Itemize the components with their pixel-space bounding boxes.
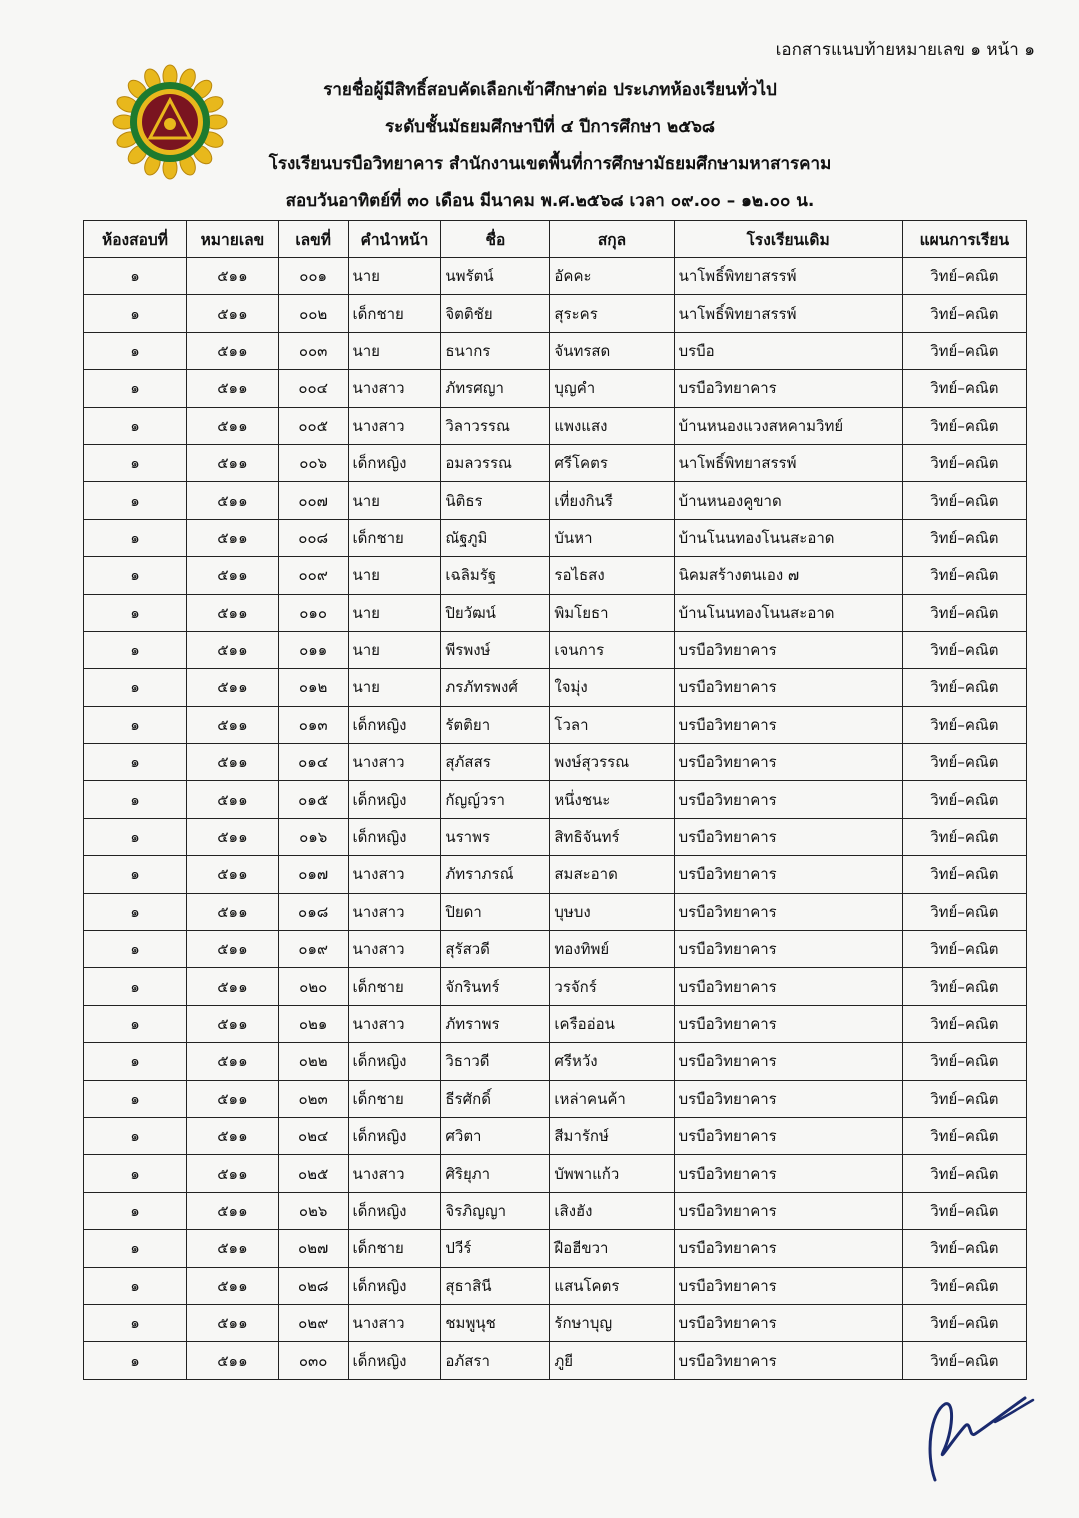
seat-number-cell: ๐๑๗: [278, 856, 348, 893]
column-header: หมายเลข: [186, 221, 278, 258]
exam-room-cell: ๑: [84, 706, 187, 743]
exam-room-cell: ๑: [84, 818, 187, 855]
seat-number-cell: ๐๑๓: [278, 706, 348, 743]
title-cell: เด็กชาย: [348, 1080, 441, 1117]
former-school-cell: บรบือวิทยาคาร: [674, 1192, 902, 1229]
former-school-cell: บ้านหนองแวงสหคามวิทย์: [674, 407, 902, 444]
first-name-cell: ธีรศักดิ์: [441, 1080, 550, 1117]
last-name-cell: พงษ์สุวรรณ: [550, 744, 674, 781]
last-name-cell: สิทธิจันทร์: [550, 818, 674, 855]
exam-code-cell: ๕๑๑: [186, 744, 278, 781]
heading-line-3: โรงเรียนบรบือวิทยาคาร สำนักงานเขตพื้นที่การศึกษามัธยมศึกษามหาสารคาม: [268, 154, 832, 174]
study-plan-cell: วิทย์–คณิต: [902, 1230, 1026, 1267]
last-name-cell: รอไธสง: [550, 557, 674, 594]
table-row: [84, 968, 1027, 1005]
former-school-cell: บรบือวิทยาคาร: [674, 931, 902, 968]
exam-room-cell: ๑: [84, 332, 187, 369]
first-name-cell: ปิยวัฒน์: [441, 594, 550, 631]
title-cell: นาย: [348, 594, 441, 631]
study-plan-cell: วิทย์–คณิต: [902, 1342, 1026, 1379]
last-name-cell: ภูยี: [550, 1342, 674, 1379]
exam-room-cell: ๑: [84, 856, 187, 893]
exam-room-cell: ๑: [84, 1304, 187, 1341]
first-name-cell: อภัสรา: [441, 1342, 550, 1379]
exam-room-cell: ๑: [84, 295, 187, 332]
exam-room-cell: ๑: [84, 1080, 187, 1117]
first-name-cell: นิติธร: [441, 482, 550, 519]
study-plan-cell: วิทย์–คณิต: [902, 744, 1026, 781]
exam-code-cell: ๕๑๑: [186, 1005, 278, 1042]
last-name-cell: บุษบง: [550, 893, 674, 930]
seat-number-cell: ๐๒๙: [278, 1304, 348, 1341]
first-name-cell: จักรินทร์: [441, 968, 550, 1005]
seat-number-cell: ๐๐๗: [278, 482, 348, 519]
table-row: [84, 893, 1027, 930]
exam-code-cell: ๕๑๑: [186, 1043, 278, 1080]
former-school-cell: บรบือวิทยาคาร: [674, 744, 902, 781]
table-row: [84, 1155, 1027, 1192]
exam-room-cell: ๑: [84, 931, 187, 968]
table-row: [84, 407, 1027, 444]
heading-line-1: รายชื่อผู้มีสิทธิ์สอบคัดเลือกเข้าศึกษาต่อ ประเภทห้องเรียนทั่วไป: [323, 80, 777, 100]
exam-code-cell: ๕๑๑: [186, 968, 278, 1005]
last-name-cell: อัคคะ: [550, 258, 674, 295]
first-name-cell: นราพร: [441, 818, 550, 855]
table-row: [84, 856, 1027, 893]
seat-number-cell: ๐๐๙: [278, 557, 348, 594]
title-cell: เด็กหญิง: [348, 1342, 441, 1379]
study-plan-cell: วิทย์–คณิต: [902, 818, 1026, 855]
column-header: ห้องสอบที่: [84, 221, 187, 258]
exam-room-cell: ๑: [84, 1192, 187, 1229]
title-cell: เด็กชาย: [348, 968, 441, 1005]
first-name-cell: ชมพูนุช: [441, 1304, 550, 1341]
exam-code-cell: ๕๑๑: [186, 893, 278, 930]
former-school-cell: บรบือวิทยาคาร: [674, 893, 902, 930]
study-plan-cell: วิทย์–คณิต: [902, 706, 1026, 743]
title-cell: นาย: [348, 258, 441, 295]
last-name-cell: เที่ยงกินรี: [550, 482, 674, 519]
first-name-cell: พีรพงษ์: [441, 631, 550, 668]
last-name-cell: ทองทิพย์: [550, 931, 674, 968]
first-name-cell: นพรัตน์: [441, 258, 550, 295]
title-cell: เด็กหญิง: [348, 1043, 441, 1080]
exam-code-cell: ๕๑๑: [186, 781, 278, 818]
former-school-cell: บรบือวิทยาคาร: [674, 1080, 902, 1117]
study-plan-cell: วิทย์–คณิต: [902, 631, 1026, 668]
last-name-cell: ศรีโคตร: [550, 444, 674, 481]
first-name-cell: สุธาสินี: [441, 1267, 550, 1304]
first-name-cell: เฉลิมรัฐ: [441, 557, 550, 594]
former-school-cell: บ้านหนองคูขาด: [674, 482, 902, 519]
study-plan-cell: วิทย์–คณิต: [902, 295, 1026, 332]
study-plan-cell: วิทย์–คณิต: [902, 856, 1026, 893]
former-school-cell: บรบือวิทยาคาร: [674, 1005, 902, 1042]
seat-number-cell: ๐๑๖: [278, 818, 348, 855]
study-plan-cell: วิทย์–คณิต: [902, 1080, 1026, 1117]
last-name-cell: บันหา: [550, 519, 674, 556]
title-cell: นางสาว: [348, 1005, 441, 1042]
exam-code-cell: ๕๑๑: [186, 1155, 278, 1192]
exam-room-cell: ๑: [84, 370, 187, 407]
seat-number-cell: ๐๑๐: [278, 594, 348, 631]
last-name-cell: เจนการ: [550, 631, 674, 668]
last-name-cell: พิมโยธา: [550, 594, 674, 631]
title-cell: เด็กหญิง: [348, 1117, 441, 1154]
former-school-cell: นิคมสร้างตนเอง ๗: [674, 557, 902, 594]
signature-icon: [895, 1382, 1045, 1492]
title-cell: นางสาว: [348, 370, 441, 407]
exam-code-cell: ๕๑๑: [186, 482, 278, 519]
seat-number-cell: ๐๐๑: [278, 258, 348, 295]
first-name-cell: วิธาวดี: [441, 1043, 550, 1080]
exam-room-cell: ๑: [84, 444, 187, 481]
exam-room-cell: ๑: [84, 893, 187, 930]
exam-code-cell: ๕๑๑: [186, 1267, 278, 1304]
table-row: [84, 1267, 1027, 1304]
exam-code-cell: ๕๑๑: [186, 370, 278, 407]
first-name-cell: ปวีร์: [441, 1230, 550, 1267]
former-school-cell: บรบือวิทยาคาร: [674, 370, 902, 407]
exam-room-cell: ๑: [84, 669, 187, 706]
table-row: [84, 370, 1027, 407]
former-school-cell: บรบือ: [674, 332, 902, 369]
seat-number-cell: ๐๑๑: [278, 631, 348, 668]
title-cell: เด็กหญิง: [348, 706, 441, 743]
study-plan-cell: วิทย์–คณิต: [902, 519, 1026, 556]
exam-room-cell: ๑: [84, 557, 187, 594]
former-school-cell: บรบือวิทยาคาร: [674, 669, 902, 706]
exam-code-cell: ๕๑๑: [186, 1304, 278, 1341]
first-name-cell: ภัทราภรณ์: [441, 856, 550, 893]
exam-code-cell: ๕๑๑: [186, 258, 278, 295]
column-header: เลขที่: [278, 221, 348, 258]
study-plan-cell: วิทย์–คณิต: [902, 669, 1026, 706]
table-row: [84, 519, 1027, 556]
study-plan-cell: วิทย์–คณิต: [902, 594, 1026, 631]
column-header: ชื่อ: [441, 221, 550, 258]
former-school-cell: บรบือวิทยาคาร: [674, 1155, 902, 1192]
last-name-cell: วรจักร์: [550, 968, 674, 1005]
former-school-cell: บรบือวิทยาคาร: [674, 1304, 902, 1341]
title-cell: เด็กหญิง: [348, 818, 441, 855]
title-cell: เด็กหญิง: [348, 444, 441, 481]
first-name-cell: วิลาวรรณ: [441, 407, 550, 444]
first-name-cell: ภรภัทรพงศ์: [441, 669, 550, 706]
study-plan-cell: วิทย์–คณิต: [902, 557, 1026, 594]
exam-code-cell: ๕๑๑: [186, 1230, 278, 1267]
study-plan-cell: วิทย์–คณิต: [902, 931, 1026, 968]
exam-code-cell: ๕๑๑: [186, 332, 278, 369]
study-plan-cell: วิทย์–คณิต: [902, 444, 1026, 481]
former-school-cell: นาโพธิ์พิทยาสรรพ์: [674, 258, 902, 295]
last-name-cell: สมสะอาด: [550, 856, 674, 893]
title-cell: เด็กหญิง: [348, 1192, 441, 1229]
school-emblem-icon: [112, 64, 228, 180]
column-header: แผนการเรียน: [902, 221, 1026, 258]
first-name-cell: กัญญ์วรา: [441, 781, 550, 818]
title-cell: นางสาว: [348, 1304, 441, 1341]
table-row: [84, 631, 1027, 668]
former-school-cell: บรบือวิทยาคาร: [674, 818, 902, 855]
former-school-cell: บรบือวิทยาคาร: [674, 631, 902, 668]
former-school-cell: บรบือวิทยาคาร: [674, 706, 902, 743]
former-school-cell: บรบือวิทยาคาร: [674, 1230, 902, 1267]
page-reference: เอกสารแนบท้ายหมายเลข ๑ หน้า ๑: [775, 40, 1035, 60]
seat-number-cell: ๐๒๕: [278, 1155, 348, 1192]
table-row: [84, 781, 1027, 818]
former-school-cell: บรบือวิทยาคาร: [674, 1043, 902, 1080]
last-name-cell: บัพพาแก้ว: [550, 1155, 674, 1192]
heading-line-2: ระดับชั้นมัธยมศึกษาปีที่ ๔ ปีการศึกษา ๒๕๖๘: [384, 117, 716, 137]
seat-number-cell: ๐๐๓: [278, 332, 348, 369]
first-name-cell: อมลวรรณ: [441, 444, 550, 481]
last-name-cell: บุญคำ: [550, 370, 674, 407]
title-cell: นาย: [348, 669, 441, 706]
exam-room-cell: ๑: [84, 631, 187, 668]
study-plan-cell: วิทย์–คณิต: [902, 1304, 1026, 1341]
table-row: [84, 744, 1027, 781]
table-row: [84, 1342, 1027, 1379]
former-school-cell: บรบือวิทยาคาร: [674, 1342, 902, 1379]
study-plan-cell: วิทย์–คณิต: [902, 482, 1026, 519]
title-cell: นางสาว: [348, 856, 441, 893]
heading-line-4: สอบวันอาทิตย์ที่ ๓๐ เดือน มีนาคม พ.ศ.๒๕๖๘ เวลา ๐๙.๐๐ – ๑๒.๐๐ น.: [285, 191, 815, 211]
title-cell: นาย: [348, 332, 441, 369]
exam-room-cell: ๑: [84, 1342, 187, 1379]
former-school-cell: บ้านโนนทองโนนสะอาด: [674, 594, 902, 631]
exam-code-cell: ๕๑๑: [186, 295, 278, 332]
last-name-cell: เสิงฮัง: [550, 1192, 674, 1229]
study-plan-cell: วิทย์–คณิต: [902, 968, 1026, 1005]
study-plan-cell: วิทย์–คณิต: [902, 1267, 1026, 1304]
table-row: [84, 1080, 1027, 1117]
table-row: [84, 594, 1027, 631]
last-name-cell: ใจมุ่ง: [550, 669, 674, 706]
last-name-cell: ศรีหวัง: [550, 1043, 674, 1080]
last-name-cell: ฝือฮีขวา: [550, 1230, 674, 1267]
seat-number-cell: ๐๒๒: [278, 1043, 348, 1080]
exam-room-cell: ๑: [84, 1043, 187, 1080]
former-school-cell: บ้านโนนทองโนนสะอาด: [674, 519, 902, 556]
exam-code-cell: ๕๑๑: [186, 1192, 278, 1229]
former-school-cell: บรบือวิทยาคาร: [674, 1117, 902, 1154]
exam-code-cell: ๕๑๑: [186, 818, 278, 855]
first-name-cell: ณัฐภูมิ: [441, 519, 550, 556]
table-row: [84, 931, 1027, 968]
table-row: [84, 557, 1027, 594]
title-cell: นางสาว: [348, 407, 441, 444]
exam-code-cell: ๕๑๑: [186, 519, 278, 556]
title-cell: นาย: [348, 557, 441, 594]
study-plan-cell: วิทย์–คณิต: [902, 258, 1026, 295]
table-row: [84, 818, 1027, 855]
seat-number-cell: ๐๒๔: [278, 1117, 348, 1154]
former-school-cell: บรบือวิทยาคาร: [674, 1267, 902, 1304]
first-name-cell: ธนากร: [441, 332, 550, 369]
study-plan-cell: วิทย์–คณิต: [902, 332, 1026, 369]
seat-number-cell: ๐๐๔: [278, 370, 348, 407]
column-header: คำนำหน้า: [348, 221, 441, 258]
exam-room-cell: ๑: [84, 744, 187, 781]
first-name-cell: ศิริยุภา: [441, 1155, 550, 1192]
exam-room-cell: ๑: [84, 1117, 187, 1154]
exam-room-cell: ๑: [84, 1267, 187, 1304]
exam-code-cell: ๕๑๑: [186, 631, 278, 668]
seat-number-cell: ๐๒๑: [278, 1005, 348, 1042]
seat-number-cell: ๐๑๒: [278, 669, 348, 706]
seat-number-cell: ๐๑๙: [278, 931, 348, 968]
table-row: [84, 295, 1027, 332]
exam-room-cell: ๑: [84, 1230, 187, 1267]
exam-room-cell: ๑: [84, 407, 187, 444]
exam-code-cell: ๕๑๑: [186, 931, 278, 968]
table-body: [84, 258, 1027, 1380]
exam-room-cell: ๑: [84, 781, 187, 818]
exam-room-cell: ๑: [84, 482, 187, 519]
exam-room-cell: ๑: [84, 1005, 187, 1042]
study-plan-cell: วิทย์–คณิต: [902, 1043, 1026, 1080]
exam-code-cell: ๕๑๑: [186, 706, 278, 743]
seat-number-cell: ๐๒๓: [278, 1080, 348, 1117]
last-name-cell: แสนโคตร: [550, 1267, 674, 1304]
table-row: [84, 444, 1027, 481]
first-name-cell: จิตติชัย: [441, 295, 550, 332]
title-cell: นางสาว: [348, 893, 441, 930]
title-cell: นาย: [348, 482, 441, 519]
exam-code-cell: ๕๑๑: [186, 594, 278, 631]
title-cell: นางสาว: [348, 744, 441, 781]
first-name-cell: จิรภิญญา: [441, 1192, 550, 1229]
last-name-cell: หนึ่งชนะ: [550, 781, 674, 818]
last-name-cell: โวลา: [550, 706, 674, 743]
former-school-cell: บรบือวิทยาคาร: [674, 856, 902, 893]
table-header-row: [84, 221, 1027, 258]
title-cell: นาย: [348, 631, 441, 668]
exam-room-cell: ๑: [84, 594, 187, 631]
exam-code-cell: ๕๑๑: [186, 1342, 278, 1379]
first-name-cell: สุรัสวดี: [441, 931, 550, 968]
exam-code-cell: ๕๑๑: [186, 557, 278, 594]
first-name-cell: สุภัสสร: [441, 744, 550, 781]
exam-room-cell: ๑: [84, 1155, 187, 1192]
first-name-cell: ศวิตา: [441, 1117, 550, 1154]
title-cell: นางสาว: [348, 931, 441, 968]
exam-code-cell: ๕๑๑: [186, 1117, 278, 1154]
last-name-cell: จันทรสด: [550, 332, 674, 369]
seat-number-cell: ๐๑๕: [278, 781, 348, 818]
table-row: [84, 669, 1027, 706]
seat-number-cell: ๐๐๖: [278, 444, 348, 481]
title-cell: เด็กหญิง: [348, 781, 441, 818]
table-row: [84, 1005, 1027, 1042]
study-plan-cell: วิทย์–คณิต: [902, 1005, 1026, 1042]
exam-code-cell: ๕๑๑: [186, 407, 278, 444]
study-plan-cell: วิทย์–คณิต: [902, 1117, 1026, 1154]
title-cell: เด็กชาย: [348, 295, 441, 332]
seat-number-cell: ๐๐๘: [278, 519, 348, 556]
seat-number-cell: ๐๐๒: [278, 295, 348, 332]
table-row: [84, 1304, 1027, 1341]
table-row: [84, 332, 1027, 369]
seat-number-cell: ๐๐๕: [278, 407, 348, 444]
title-cell: เด็กหญิง: [348, 1267, 441, 1304]
exam-code-cell: ๕๑๑: [186, 669, 278, 706]
title-cell: นางสาว: [348, 1155, 441, 1192]
seat-number-cell: ๐๓๐: [278, 1342, 348, 1379]
last-name-cell: สุระคร: [550, 295, 674, 332]
title-cell: เด็กชาย: [348, 519, 441, 556]
exam-room-cell: ๑: [84, 968, 187, 1005]
table-row: [84, 1192, 1027, 1229]
former-school-cell: บรบือวิทยาคาร: [674, 968, 902, 1005]
table-row: [84, 1230, 1027, 1267]
seat-number-cell: ๐๑๘: [278, 893, 348, 930]
seat-number-cell: ๐๒๖: [278, 1192, 348, 1229]
exam-code-cell: ๕๑๑: [186, 444, 278, 481]
seat-number-cell: ๐๒๐: [278, 968, 348, 1005]
first-name-cell: ภัทราพร: [441, 1005, 550, 1042]
table-row: [84, 258, 1027, 295]
first-name-cell: ปิยดา: [441, 893, 550, 930]
former-school-cell: บรบือวิทยาคาร: [674, 781, 902, 818]
first-name-cell: รัตติยา: [441, 706, 550, 743]
seat-number-cell: ๐๒๗: [278, 1230, 348, 1267]
exam-code-cell: ๕๑๑: [186, 856, 278, 893]
candidate-table: [83, 220, 1027, 1380]
study-plan-cell: วิทย์–คณิต: [902, 1192, 1026, 1229]
last-name-cell: รักษาบุญ: [550, 1304, 674, 1341]
table-row: [84, 1043, 1027, 1080]
last-name-cell: เหล่าคนค้า: [550, 1080, 674, 1117]
first-name-cell: ภัทรศญา: [441, 370, 550, 407]
column-header: โรงเรียนเดิม: [674, 221, 902, 258]
exam-code-cell: ๕๑๑: [186, 1080, 278, 1117]
former-school-cell: นาโพธิ์พิทยาสรรพ์: [674, 295, 902, 332]
seat-number-cell: ๐๒๘: [278, 1267, 348, 1304]
last-name-cell: สีมารักษ์: [550, 1117, 674, 1154]
last-name-cell: เครืออ่อน: [550, 1005, 674, 1042]
seat-number-cell: ๐๑๔: [278, 744, 348, 781]
column-header: สกุล: [550, 221, 674, 258]
exam-room-cell: ๑: [84, 519, 187, 556]
study-plan-cell: วิทย์–คณิต: [902, 370, 1026, 407]
study-plan-cell: วิทย์–คณิต: [902, 781, 1026, 818]
table-row: [84, 706, 1027, 743]
last-name-cell: แพงแสง: [550, 407, 674, 444]
document-heading: [230, 72, 870, 220]
title-cell: เด็กชาย: [348, 1230, 441, 1267]
study-plan-cell: วิทย์–คณิต: [902, 893, 1026, 930]
table-row: [84, 1117, 1027, 1154]
exam-room-cell: ๑: [84, 258, 187, 295]
table-row: [84, 482, 1027, 519]
study-plan-cell: วิทย์–คณิต: [902, 1155, 1026, 1192]
former-school-cell: นาโพธิ์พิทยาสรรพ์: [674, 444, 902, 481]
study-plan-cell: วิทย์–คณิต: [902, 407, 1026, 444]
